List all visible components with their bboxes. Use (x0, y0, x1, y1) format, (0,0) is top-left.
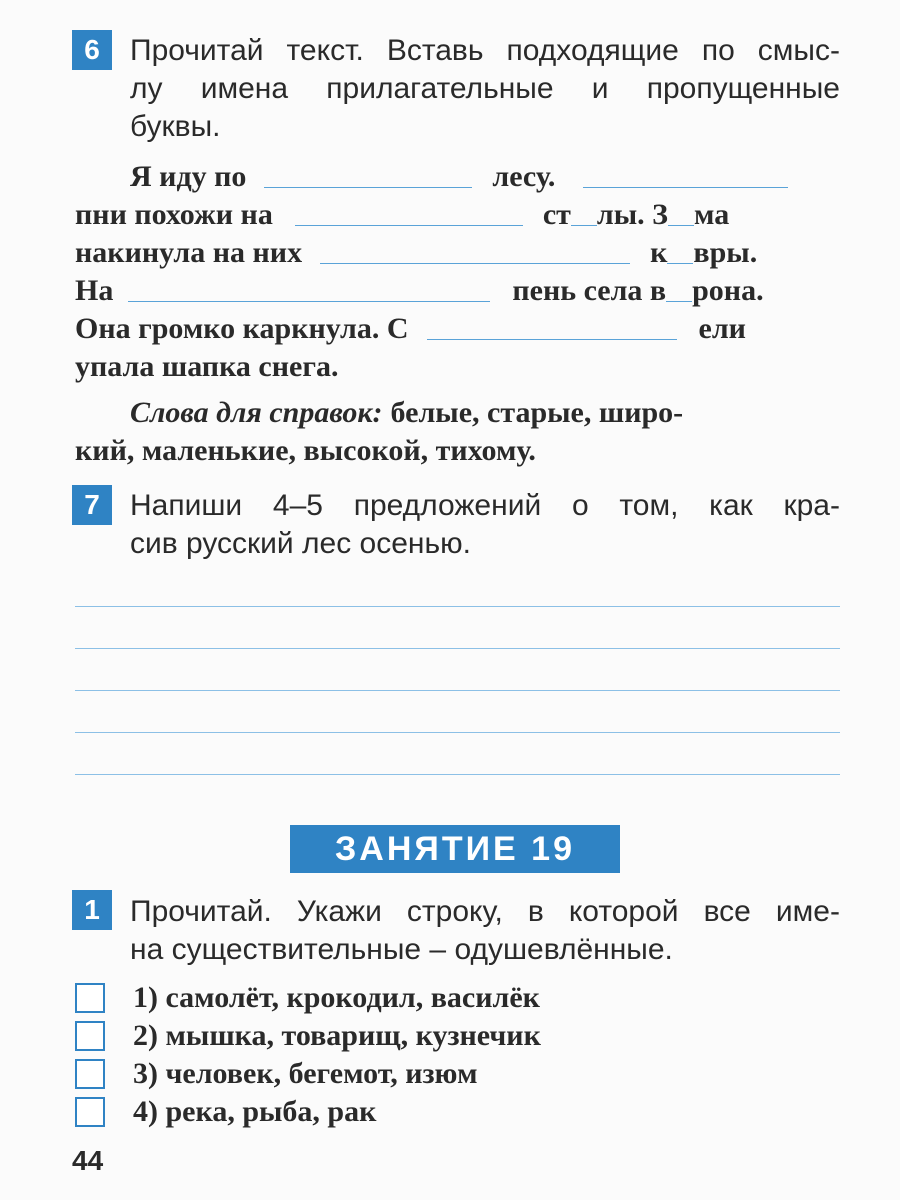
reference-words: белые, старые, широ- (390, 396, 684, 429)
instruction-line: Напиши 4–5 предложений о том, как кра- (130, 489, 840, 522)
blank-field[interactable] (583, 163, 788, 188)
page-number: 44 (72, 1145, 104, 1176)
text-fragment: вры. (693, 236, 758, 269)
text-fragment: ели (698, 312, 746, 345)
answer-option[interactable] (75, 980, 540, 1016)
blank-field[interactable] (264, 163, 472, 188)
writing-line[interactable] (75, 648, 840, 649)
text-fragment: лесу. (492, 160, 556, 193)
answer-checkbox[interactable] (75, 983, 105, 1013)
letter-blank[interactable] (668, 201, 694, 226)
answer-checkbox[interactable] (75, 1059, 105, 1089)
instruction-line: лу имена прилагательные и пропущенные (130, 72, 840, 105)
writing-line[interactable] (75, 606, 840, 607)
answer-option[interactable] (75, 1094, 376, 1130)
option-label: 3) человек, бегемот, изюм (133, 1057, 478, 1090)
text-fragment: пни похожи на (75, 198, 273, 231)
blank-field[interactable] (128, 277, 490, 302)
answer-option[interactable] (75, 1018, 541, 1054)
text-fragment: упала шапка снега. (75, 350, 339, 383)
text-fragment: ст (542, 198, 571, 231)
instruction-line: Прочитай. Укажи строку, в которой все име- (130, 895, 840, 928)
task-number: 6 (84, 34, 100, 65)
letter-blank[interactable] (666, 277, 692, 302)
instruction-line: Прочитай текст. Вставь подходящие по смыс- (130, 34, 840, 67)
text-fragment: Она громко каркнула. С (75, 312, 409, 345)
text-line (75, 156, 840, 194)
writing-line[interactable] (75, 774, 840, 775)
option-label: 4) река, рыба, рак (133, 1095, 377, 1128)
answer-checkbox[interactable] (75, 1021, 105, 1051)
text-fragment: накинула на них (75, 236, 303, 269)
text-fragment: ма (693, 198, 730, 231)
text-line (75, 346, 840, 384)
text-fragment: На (75, 274, 114, 307)
letter-blank[interactable] (667, 239, 693, 264)
reference-words: кий, маленькие, высокой, тихому. (75, 434, 536, 467)
text-line (75, 308, 840, 346)
task-number-badge (72, 485, 112, 525)
answer-option[interactable] (75, 1056, 478, 1092)
text-fragment: рона. (692, 274, 764, 307)
blank-field[interactable] (295, 201, 523, 226)
reference-line (75, 430, 840, 468)
blank-field[interactable] (320, 239, 630, 264)
option-label: 2) мышка, товарищ, кузнечик (133, 1019, 541, 1052)
task-number: 1 (84, 894, 100, 925)
reference-line (75, 392, 840, 430)
lesson-banner (290, 825, 620, 873)
instruction-line: сив русский лес осенью. (130, 527, 471, 560)
text-fragment: Я иду по (130, 160, 247, 193)
writing-line[interactable] (75, 732, 840, 733)
text-fragment: к (650, 236, 668, 269)
blank-field[interactable] (427, 315, 677, 340)
task-number-badge (72, 30, 112, 70)
letter-blank[interactable] (571, 201, 597, 226)
task-instruction (130, 487, 840, 563)
instruction-line: буквы. (130, 110, 221, 143)
option-label: 1) самолёт, крокодил, василёк (133, 981, 540, 1014)
answer-checkbox[interactable] (75, 1097, 105, 1127)
text-line (75, 232, 840, 270)
instruction-line: на существительные – одушевлённые. (130, 933, 673, 966)
task-number-badge (72, 890, 112, 930)
task-instruction (130, 32, 840, 146)
task-instruction (130, 893, 840, 969)
text-line (75, 194, 840, 232)
lesson-title: ЗАНЯТИЕ 19 (335, 829, 575, 868)
text-line (75, 270, 840, 308)
text-fragment: лы. З (596, 198, 668, 231)
text-fragment: пень села в (512, 274, 667, 307)
writing-line[interactable] (75, 690, 840, 691)
task-number: 7 (84, 489, 100, 520)
reference-label: Слова для справок: (130, 396, 383, 429)
